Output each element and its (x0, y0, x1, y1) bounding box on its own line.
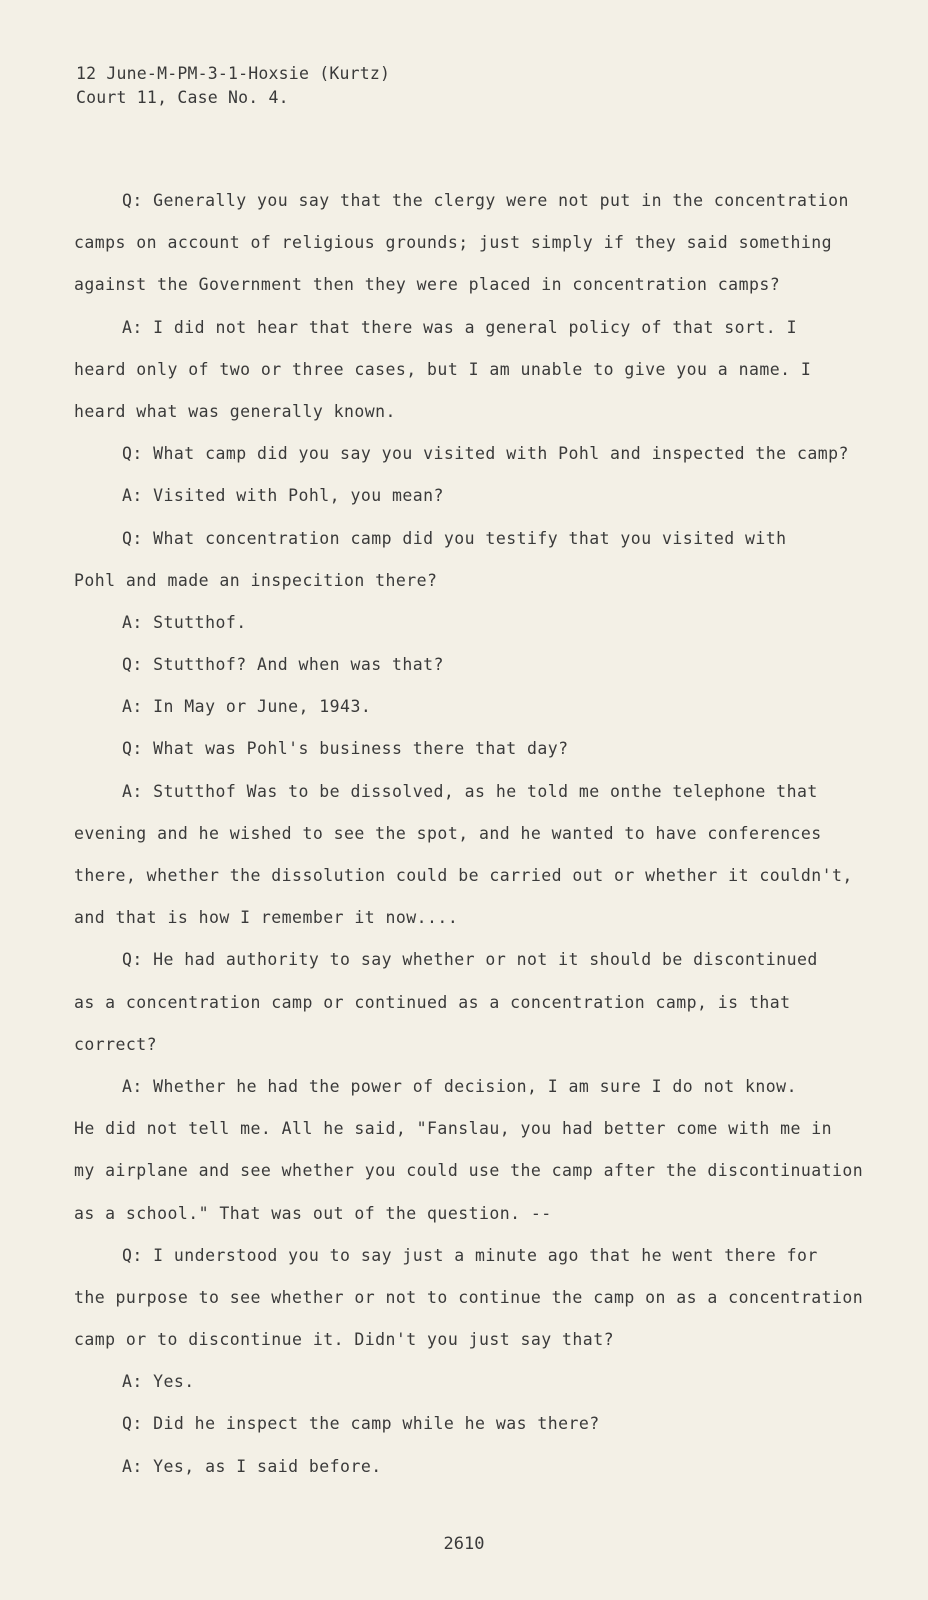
transcript-line: A: In May or June, 1943. (122, 697, 372, 717)
transcript-line: Q: He had authority to say whether or not it should be discontinued (122, 950, 818, 970)
transcript-line: there, whether the dissolution could be carried out or whether it couldn't, (74, 866, 853, 885)
transcript-body (74, 188, 864, 1496)
transcript-line: Q: What concentration camp did you testify that you visited with (122, 528, 787, 548)
page-number: 2610 (443, 1534, 485, 1554)
transcript-line: and that is how I remember it now.... (74, 908, 459, 928)
transcript-line: the purpose to see whether or not to continue the camp on as a concentration (74, 1287, 864, 1307)
transcript-line: Q: Generally you say that the clergy were not put in the concentration (122, 191, 849, 210)
header-line-1: 12 June-M-PM-3-1-Hoxsie (Kurtz) (76, 64, 391, 83)
transcript-line: A: Yes. (122, 1372, 195, 1392)
transcript-line: Q: I understood you to say just a minute ago that he went there for (122, 1245, 818, 1265)
transcript-line: A: Yes, as I said before. (122, 1456, 382, 1476)
transcript-line: A: Visited with Pohl, you mean? (122, 486, 444, 506)
transcript-line: Q: What was Pohl's business there that day? (122, 739, 569, 759)
transcript-line: A: Stutthof Was to be dissolved, as he told me onthe telephone that (122, 781, 818, 801)
transcript-line: camps on account of religious grounds; just simply if they said something (74, 233, 833, 253)
transcript-line: Q: Stutthof? And when was that? (122, 655, 444, 675)
transcript-line: A: I did not hear that there was a general policy of that sort. I (122, 317, 797, 337)
transcript-line: Pohl and made an inspecition there? (74, 570, 438, 590)
transcript-line: Q: What camp did you say you visited with Pohl and inspected the camp? (122, 444, 849, 464)
transcript-line: A: Stutthof. (122, 612, 247, 632)
transcript-line: against the Government then they were placed in concentration camps? (74, 275, 781, 295)
transcript-line: He did not tell me. All he said, "Fanslau, you had better come with me in (74, 1119, 833, 1139)
transcript-line: heard only of two or three cases, but I am unable to give you a name. I (74, 359, 812, 379)
transcript-line: as a school." That was out of the question. -- (74, 1203, 552, 1223)
transcript-line: heard what was generally known. (74, 401, 396, 421)
document-header (76, 62, 390, 110)
transcript-line: my airplane and see whether you could use the camp after the discontinuation (74, 1161, 864, 1181)
transcript-line: Q: Did he inspect the camp while he was there? (122, 1414, 600, 1434)
transcript-line: A: Whether he had the power of decision, I am sure I do not know. (122, 1076, 797, 1096)
transcript-line: as a concentration camp or continued as a concentration camp, is that (74, 992, 791, 1012)
header-line-2: Court 11, Case No. 4. (76, 88, 289, 107)
transcript-line: camp or to discontinue it. Didn't you just say that? (74, 1330, 614, 1350)
transcript-line: correct? (74, 1034, 158, 1054)
transcript-line: evening and he wished to see the spot, and he wanted to have conferences (74, 823, 822, 843)
